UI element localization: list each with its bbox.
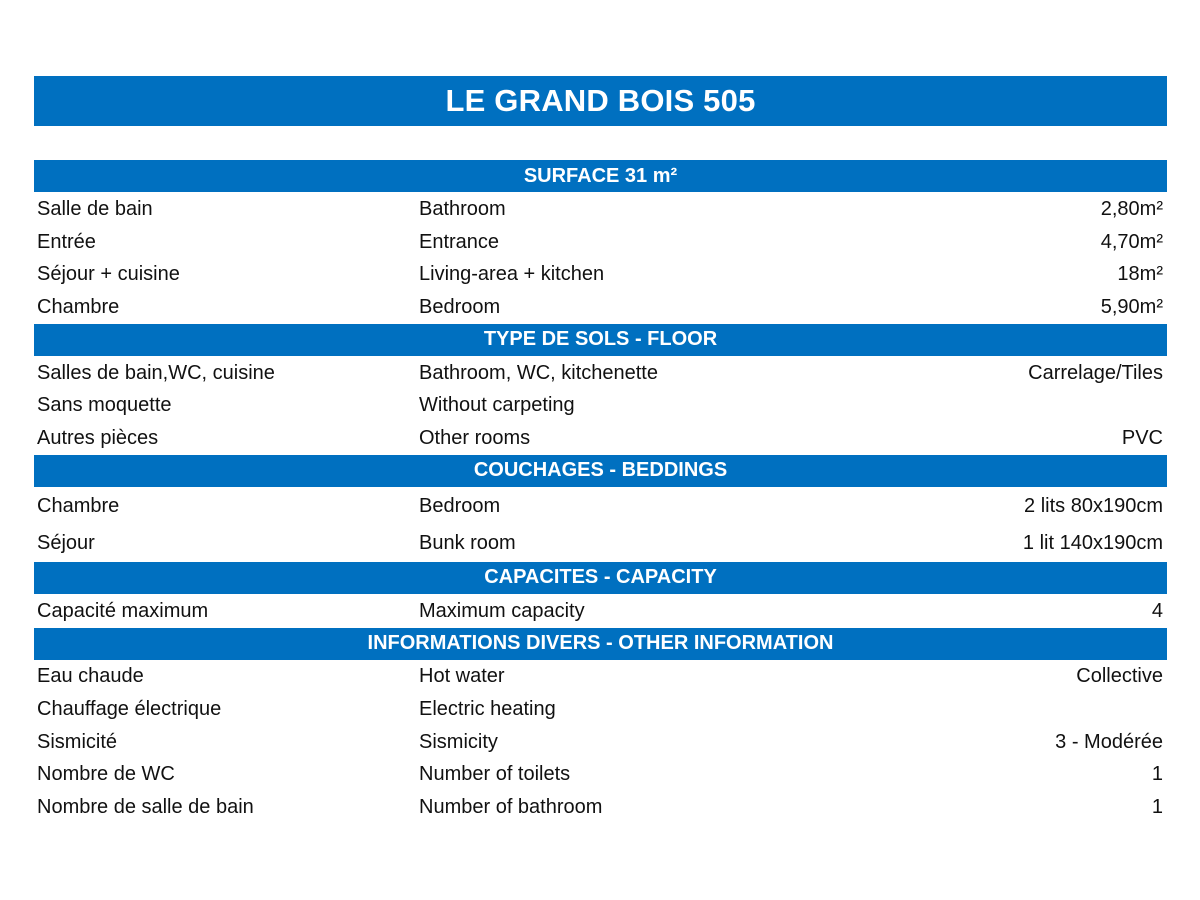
label-en: Without carpeting	[419, 394, 575, 417]
label-en: Bunk room	[419, 531, 516, 554]
label-en: Bathroom	[419, 197, 506, 220]
label-en: Hot water	[419, 665, 505, 688]
table-row	[34, 226, 1167, 259]
label-en: Bedroom	[419, 494, 501, 517]
label-fr: Chambre	[37, 494, 120, 517]
value: 1	[1151, 796, 1163, 819]
label-fr: Eau chaude	[37, 665, 144, 688]
label-fr: Séjour	[37, 531, 95, 554]
table-row	[34, 488, 1167, 525]
table-row	[34, 693, 1167, 726]
label-en: Maximum capacity	[419, 599, 585, 622]
label-fr: Nombre de WC	[37, 763, 175, 786]
info-sheet	[34, 160, 1167, 824]
label-en: Bathroom, WC, kitchenette	[419, 361, 658, 384]
label-en: Living-area + kitchen	[419, 263, 605, 286]
table-row	[34, 759, 1167, 792]
section-header-surface: SURFACE 31 m²	[34, 160, 1167, 192]
table-row	[34, 726, 1167, 759]
table-row	[34, 291, 1167, 324]
value: 2 lits 80x190cm	[1024, 494, 1163, 517]
table-row	[34, 258, 1167, 291]
value: 1	[1151, 763, 1163, 786]
label-fr: Séjour + cuisine	[37, 263, 180, 286]
section-header-other-information: INFORMATIONS DIVERS - OTHER INFORMATION	[34, 628, 1167, 660]
value: 1 lit 140x190cm	[1022, 531, 1163, 554]
value: 4	[1151, 599, 1163, 622]
label-fr: Chambre	[37, 295, 120, 318]
value: 2,80m²	[1100, 197, 1163, 220]
label-en: Bedroom	[419, 295, 501, 318]
label-fr: Sismicité	[37, 730, 118, 753]
table-row	[34, 422, 1167, 455]
value: PVC	[1121, 426, 1163, 449]
label-en: Electric heating	[419, 698, 556, 721]
label-fr: Salles de bain,WC, cuisine	[37, 361, 275, 384]
table-row	[34, 791, 1167, 824]
table-row	[34, 357, 1167, 390]
section-header-floor: TYPE DE SOLS - FLOOR	[34, 324, 1167, 356]
table-row	[34, 661, 1167, 694]
table-row	[34, 389, 1167, 422]
label-fr: Salle de bain	[37, 197, 153, 220]
label-en: Other rooms	[419, 426, 531, 449]
value: 3 - Modérée	[1055, 730, 1163, 753]
label-en: Number of bathroom	[419, 796, 603, 819]
table-row	[34, 525, 1167, 562]
label-en: Number of toilets	[419, 763, 571, 786]
label-fr: Nombre de salle de bain	[37, 796, 254, 819]
value: 18m²	[1117, 263, 1163, 286]
label-fr: Entrée	[37, 230, 96, 253]
value: Collective	[1076, 665, 1163, 688]
value: 5,90m²	[1100, 295, 1163, 318]
section-header-beddings: COUCHAGES - BEDDINGS	[34, 455, 1167, 487]
table-row	[34, 193, 1167, 226]
label-fr: Chauffage électrique	[37, 698, 222, 721]
page-title: LE GRAND BOIS 505	[34, 76, 1167, 126]
label-fr: Autres pièces	[37, 426, 159, 449]
label-en: Sismicity	[419, 730, 498, 753]
value: 4,70m²	[1100, 230, 1163, 253]
label-fr: Capacité maximum	[37, 599, 209, 622]
table-row	[34, 595, 1167, 628]
label-en: Entrance	[419, 230, 500, 253]
section-header-capacity: CAPACITES - CAPACITY	[34, 562, 1167, 594]
value: Carrelage/Tiles	[1028, 361, 1163, 384]
label-fr: Sans moquette	[37, 394, 172, 417]
